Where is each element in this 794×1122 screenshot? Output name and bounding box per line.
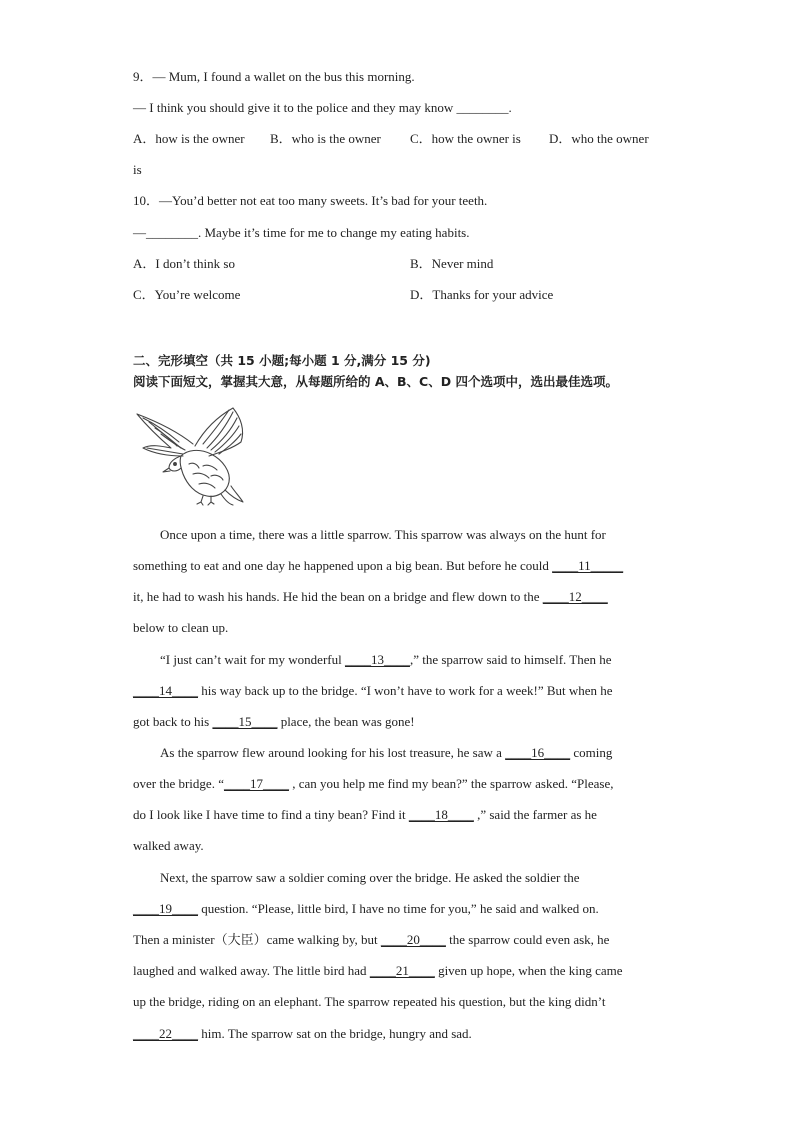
passage-line-16: up the bridge, riding on an elephant. The sparrow repeated his question, but the king didn’t [133,994,606,1009]
blank-11: ____11_____ [552,558,624,573]
passage-line-13 [133,902,599,915]
q10-reply: —________. Maybe it’s time for me to change my eating habits. [133,225,470,240]
passage-text: ,” said the farmer as he [473,807,597,822]
section2-title: 二、完形填空（共 15 小题;每小题 1 分,满分 15 分) [133,353,431,368]
passage-line-4: below to clean up. [133,620,229,635]
passage-text: place, the bean was gone! [277,714,415,729]
blank-16: ____16____ [505,745,571,760]
passage-text: Then a minister（大臣）came walking by, but [133,932,381,947]
q9-option-d-wrap: is [133,162,142,177]
passage-text: , can you help me find my bean?” the sparrow asked. “Please, [288,776,614,791]
blank-13: ____13____ [344,652,410,667]
passage-text: “I just can’t wait for my wonderful [160,652,345,667]
passage-text: the sparrow could even ask, he [445,932,610,947]
passage-line-2 [133,559,623,572]
blank-15: ____15____ [212,714,278,729]
passage-line-9 [133,777,614,790]
blank-22: ____22____ [133,1026,198,1041]
passage-line-3 [133,590,608,603]
q10-option-c: C．You’re welcome [133,287,241,302]
passage-text: coming [570,745,613,760]
blank-20: ____20____ [380,932,446,947]
q9-option-b: B．who is the owner [270,131,381,146]
passage-line-12: Next, the sparrow saw a soldier coming over the bridge. He asked the soldier the [160,870,580,885]
blank-18: ____18____ [408,807,474,822]
blank-12: ____12____ [542,589,608,604]
q9-option-a: A．how is the owner [133,131,245,146]
passage-text: something to eat and one day he happened upon a big bean. But before he could [133,558,553,573]
passage-text: do I look like I have time to find a tiny bean? Find it [133,807,409,822]
passage-line-7 [133,715,415,728]
passage-text: given up hope, when the king came [434,963,623,978]
q10-option-a: A．I don’t think so [133,256,235,271]
passage-line-10 [133,808,597,821]
passage-line-6 [133,684,613,697]
blank-17: ____17____ [223,776,289,791]
blank-21: ____21____ [369,963,435,978]
passage-text: As the sparrow flew around looking for his lost treasure, he saw a [160,745,506,760]
passage-text: laughed and walked away. The little bird had [133,963,370,978]
passage-line-1: Once upon a time, there was a little sparrow. This sparrow was always on the hunt for [160,527,606,542]
passage-text: his way back up to the bridge. “I won’t have to work for a week!” But when he [198,683,613,698]
q9-reply: — I think you should give it to the police and they may know ________. [133,100,512,115]
passage-text: ,” the sparrow said to himself. Then he [409,652,612,667]
q10-option-b: B．Never mind [410,256,494,271]
q9-stem: 9．— Mum, I found a wallet on the bus this morning. [133,69,415,84]
q9-option-c: C．how the owner is [410,131,521,146]
passage-line-11: walked away. [133,838,204,853]
blank-19: ____19____ [133,901,198,916]
blank-14: ____14____ [133,683,198,698]
q9-option-d: D．who the owner [549,131,649,146]
passage-text: it, he had to wash his hands. He hid the bean on a bridge and flew down to the [133,589,543,604]
sparrow-illustration-icon [133,404,257,506]
q10-option-d: D．Thanks for your advice [410,287,554,302]
passage-line-14 [133,933,609,946]
passage-line-5 [160,653,612,666]
q10-stem: 10．—You’d better not eat too many sweets. It’s bad for your teeth. [133,193,488,208]
passage-line-17 [133,1027,472,1040]
passage-text: him. The sparrow sat on the bridge, hungry and sad. [198,1026,472,1041]
section2-instruction: 阅读下面短文，掌握其大意，从每题所给的 A、B、C、D 四个选项中，选出最佳选项。 [133,374,618,389]
passage-text: over the bridge. “ [133,776,224,791]
passage-text: question. “Please, little bird, I have no time for you,” he said and walked on. [198,901,599,916]
passage-line-15 [133,964,623,977]
passage-line-8 [160,746,612,759]
passage-text: got back to his [133,714,213,729]
